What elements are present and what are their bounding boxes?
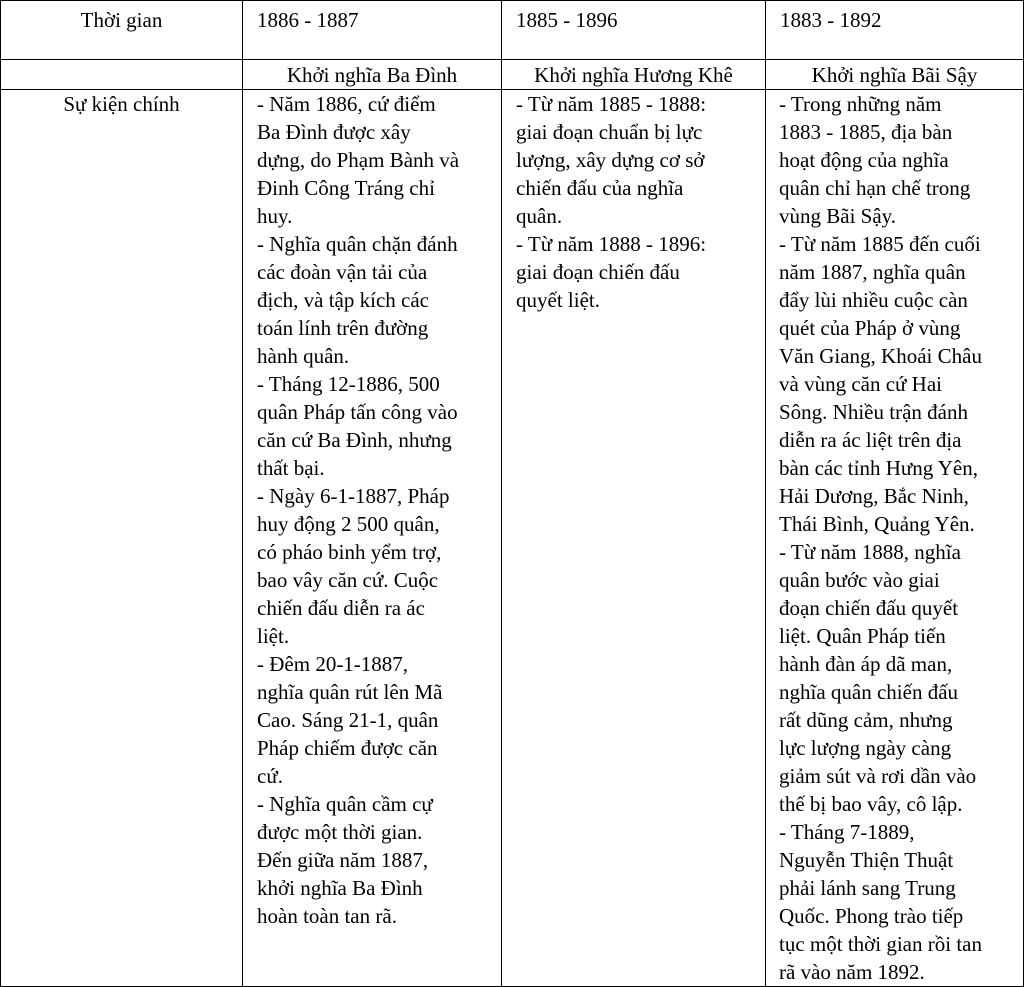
event-line: rất dũng cảm, nhưng bbox=[779, 708, 953, 732]
event-line: các đoàn vận tải của bbox=[257, 260, 428, 284]
period-ba-dinh: 1886 - 1887 bbox=[243, 1, 502, 60]
event-line: 1883 - 1885, địa bàn bbox=[779, 120, 953, 144]
event-line: rã vào năm 1892. bbox=[779, 960, 925, 984]
event-line: Văn Giang, Khoái Châu bbox=[779, 344, 982, 368]
event-line: - Nghĩa quân cầm cự bbox=[257, 792, 433, 816]
event-line: Đến giữa năm 1887, bbox=[257, 848, 429, 872]
period-huong-khe: 1885 - 1896 bbox=[502, 1, 766, 60]
period-bai-say: 1883 - 1892 bbox=[766, 1, 1024, 60]
event-line: và vùng căn cứ Hai bbox=[779, 372, 942, 396]
event-line: đẩy lùi nhiều cuộc càn bbox=[779, 288, 968, 312]
event-line: nghĩa quân chiến đấu bbox=[779, 680, 959, 704]
event-line: khởi nghĩa Ba Đình bbox=[257, 876, 423, 900]
events-huong-khe bbox=[502, 90, 766, 987]
name-ba-dinh: Khởi nghĩa Ba Đình bbox=[243, 60, 502, 90]
event-line: dựng, do Phạm Bành và bbox=[257, 148, 460, 172]
name-huong-khe: Khởi nghĩa Hương Khê bbox=[502, 60, 766, 90]
event-line: - Ngày 6-1-1887, Pháp bbox=[257, 484, 450, 508]
event-line: giảm sút và rơi dần vào bbox=[779, 764, 977, 788]
event-line: nghĩa quân rút lên Mã bbox=[257, 680, 443, 704]
event-line: năm 1887, nghĩa quân bbox=[779, 260, 966, 284]
event-line: - Từ năm 1888, nghĩa bbox=[779, 540, 961, 564]
events-row bbox=[1, 90, 1024, 987]
event-line: Quốc. Phong trào tiếp bbox=[779, 904, 964, 928]
event-line: hành đàn áp dã man, bbox=[779, 652, 953, 676]
event-line: hoạt động của nghĩa bbox=[779, 148, 949, 172]
event-line: lượng, xây dựng cơ sở bbox=[516, 148, 705, 172]
event-line: huy động 2 500 quân, bbox=[257, 512, 440, 536]
event-line: - Từ năm 1888 - 1896: bbox=[516, 232, 707, 256]
event-line: Đinh Công Tráng chỉ bbox=[257, 176, 435, 200]
event-line: căn cứ Ba Đình, nhưng bbox=[257, 428, 452, 452]
time-row bbox=[1, 1, 1024, 60]
event-line: Pháp chiếm được căn bbox=[257, 736, 438, 760]
event-line: vùng Bãi Sậy. bbox=[779, 204, 897, 228]
event-line: phải lánh sang Trung bbox=[779, 876, 956, 900]
event-line: diễn ra ác liệt trên địa bbox=[779, 428, 962, 452]
event-line: - Tháng 12-1886, 500 bbox=[257, 372, 440, 396]
event-line: quyết liệt. bbox=[516, 288, 600, 312]
event-line: - Tháng 7-1889, bbox=[779, 820, 915, 844]
event-line: Sông. Nhiều trận đánh bbox=[779, 400, 968, 424]
events-label: Sự kiện chính bbox=[1, 90, 243, 987]
name-label-empty bbox=[1, 60, 243, 90]
event-line: chiến đấu của nghĩa bbox=[516, 176, 684, 200]
event-line: giai đoạn chuẩn bị lực bbox=[516, 120, 703, 144]
events-bai-say bbox=[766, 90, 1024, 987]
event-line: - Trong những năm bbox=[779, 92, 942, 116]
event-line: quân chỉ hạn chế trong bbox=[779, 176, 971, 200]
name-bai-say: Khởi nghĩa Bãi Sậy bbox=[766, 60, 1024, 90]
event-line: hoàn toàn tan rã. bbox=[257, 904, 397, 928]
event-line: quân bước vào giai bbox=[779, 568, 940, 592]
event-line: quân Pháp tấn công vào bbox=[257, 400, 458, 424]
event-line: hành quân. bbox=[257, 344, 350, 368]
event-line: bao vây căn cứ. Cuộc bbox=[257, 568, 439, 592]
event-line: - Nghĩa quân chặn đánh bbox=[257, 232, 458, 256]
event-line: thế bị bao vây, cô lập. bbox=[779, 792, 963, 816]
event-line: - Năm 1886, cứ điểm bbox=[257, 92, 436, 116]
event-line: địch, và tập kích các bbox=[257, 288, 429, 312]
event-line: cứ. bbox=[257, 764, 283, 788]
event-line: Cao. Sáng 21-1, quân bbox=[257, 708, 439, 732]
event-line: bàn các tỉnh Hưng Yên, bbox=[779, 456, 978, 480]
event-line: Hải Dương, Bắc Ninh, bbox=[779, 484, 969, 508]
event-line: Nguyễn Thiện Thuật bbox=[779, 848, 954, 872]
event-line: toán lính trên đường bbox=[257, 316, 429, 340]
event-line: có pháo binh yểm trợ, bbox=[257, 540, 442, 564]
event-line: Ba Đình được xây bbox=[257, 120, 411, 144]
event-line: thất bại. bbox=[257, 456, 325, 480]
event-line: được một thời gian. bbox=[257, 820, 423, 844]
event-line: tục một thời gian rồi tan bbox=[779, 932, 982, 956]
event-line: quân. bbox=[516, 204, 563, 228]
event-line: lực lượng ngày càng bbox=[779, 736, 952, 760]
event-line: - Từ năm 1885 - 1888: bbox=[516, 92, 707, 116]
event-line: - Đêm 20-1-1887, bbox=[257, 652, 409, 676]
name-row bbox=[1, 60, 1024, 90]
event-line: liệt. bbox=[257, 624, 290, 648]
event-line: liệt. Quân Pháp tiến bbox=[779, 624, 946, 648]
events-ba-dinh bbox=[243, 90, 502, 987]
event-line: - Từ năm 1885 đến cuối bbox=[779, 232, 981, 256]
event-line: đoạn chiến đấu quyết bbox=[779, 596, 959, 620]
event-line: giai đoạn chiến đấu bbox=[516, 260, 680, 284]
event-line: quét của Pháp ở vùng bbox=[779, 316, 961, 340]
time-label: Thời gian bbox=[1, 1, 243, 60]
event-line: chiến đấu diễn ra ác bbox=[257, 596, 425, 620]
event-line: huy. bbox=[257, 204, 293, 228]
event-line: Thái Bình, Quảng Yên. bbox=[779, 512, 975, 536]
